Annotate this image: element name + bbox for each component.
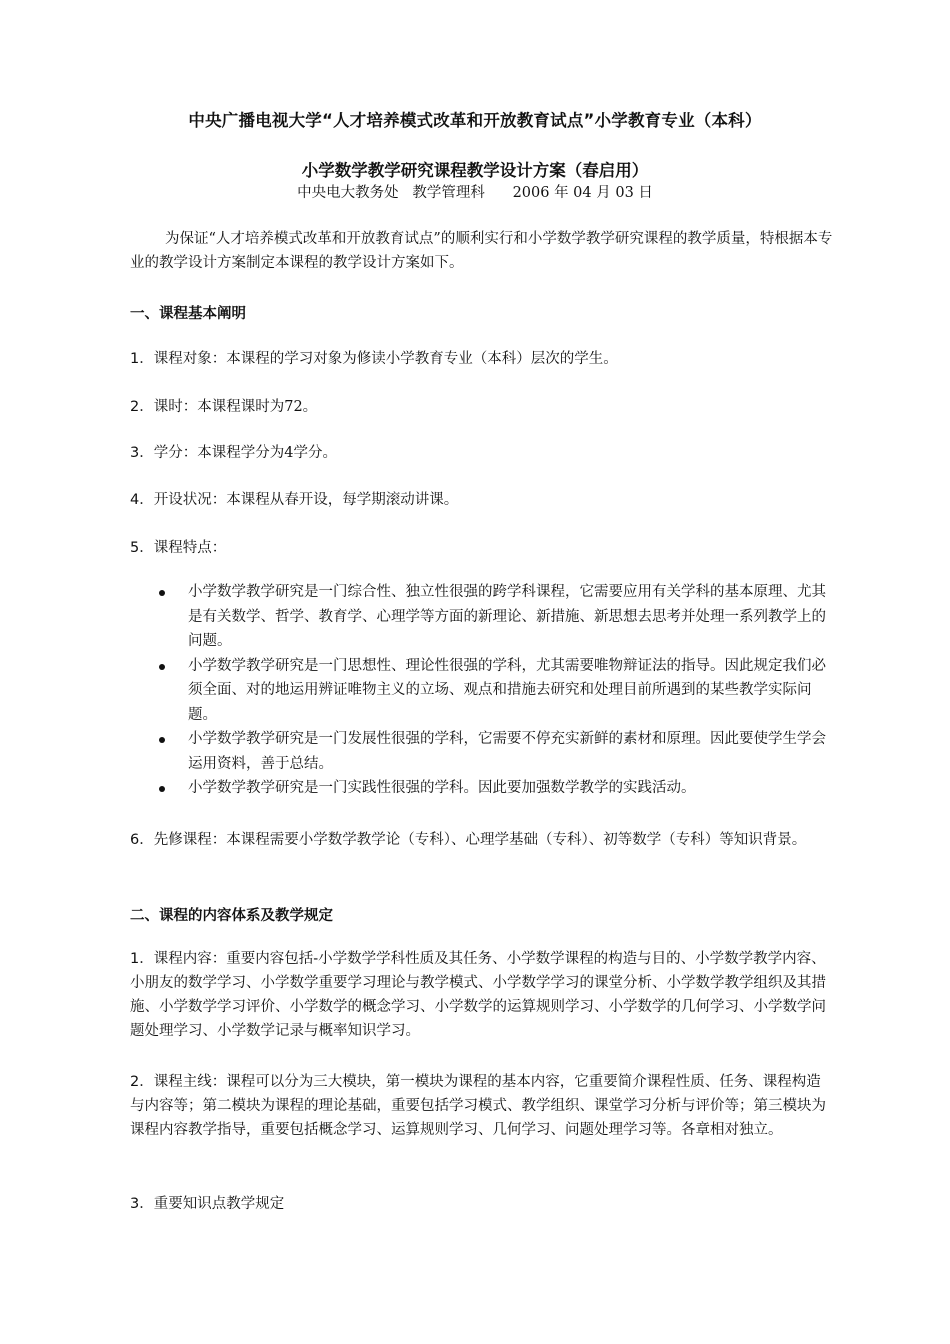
list-item: 小学数学教学研究是一门综合性、独立性很强的跨学科课程，它需要应用有关学科的基本原理、尤其是有关数学、哲学、教育学、心理学等方面的新理论、新措施、新思想去思考并处理一系列教学上的问题。 (130, 580, 828, 654)
meta-issuer: 中央电大教务处 (297, 185, 399, 201)
bullet-icon (159, 664, 165, 670)
intro-paragraph: 为保证“人才培养模式改革和开放教育试点”的顺利实行和小学数学教学研究课程的教学质量，特根据本专业的教学设计方案制定本课程的教学设计方案如下。 (130, 231, 833, 271)
bullet-icon (159, 737, 165, 743)
section2-heading: 二、课程的内容体系及教学规定 (130, 908, 333, 924)
course-features-list (130, 580, 835, 801)
course-title: 小学数学教学研究课程教学设计方案（春启用） (301, 161, 649, 180)
list-item: 小学数学教学研究是一门思想性、理论性很强的学科，尤其需要唯物辩证法的指导。因此规定我们必须全面、对的地运用辨证唯物主义的立场、观点和措施去研究和处理目前所遇到的某些教学实际问题。 (130, 654, 828, 728)
list-item: 小学数学教学研究是一门发展性很强的学科，它需要不停充实新鲜的素材和原理。因此要使学生学会运用资料，善于总结。 (130, 727, 828, 776)
meta-date: 2006 年 04 月 03 日 (512, 185, 653, 201)
section2-item-2: 2．课程主线：课程可以分为三大模块，第一模块为课程的基本内容，它重要简介课程性质、任务、课程构造与内容等；第二模块为课程的理论基础，重要包括学习模式、教学组织、课堂学习分析与评价等；第三模块为课程内容教学指导，重要包括概念学习、运算规则学习、几何学习、问题处理学习等。各章相对独立。 (130, 1074, 826, 1138)
document-title: 中央广播电视大学“人才培养模式改革和开放教育试点”小学教育专业（本科） (188, 111, 762, 130)
list-item: 小学数学教学研究是一门实践性很强的学科。因此要加强数学教学的实践活动。 (130, 776, 828, 801)
section1-item-5: 5．课程特点： (130, 540, 227, 556)
bullet-icon (159, 590, 165, 596)
meta-dept: 教学管理科 (412, 185, 485, 201)
section1-item-6: 6．先修课程：本课程需要小学数学教学论（专科）、心理学基础（专科）、初等数学（专科）等知识背景。 (130, 832, 807, 848)
section1-item-3: 3．学分：本课程学分为4学分。 (130, 445, 337, 461)
section1-heading: 一、课程基本阐明 (130, 306, 246, 322)
bullet-icon (159, 786, 165, 792)
section2-item-3: 3．重要知识点教学规定 (130, 1196, 285, 1212)
section1-item-1: 1．课程对象：本课程的学习对象为修读小学教育专业（本科）层次的学生。 (130, 351, 618, 367)
document-meta (0, 181, 950, 202)
section1-item-2: 2．课时：本课程课时为72。 (130, 399, 318, 415)
section2-item-1: 1．课程内容：重要内容包括-小学数学学科性质及其任务、小学数学课程的构造与目的、小学数学教学内容、小朋友的数学学习、小学数学重要学习理论与教学模式、小学数学学习的课堂分析、小学数学教学组织及其措施、小学数学学习评价、小学数学的概念学习、小学数学的运算规则学习、小学数学的几何学习、小学数学问题处理学习、小学数学记录与概率知识学习。 (130, 951, 826, 1039)
section1-item-4: 4．开设状况：本课程从春开设，每学期滚动讲课。 (130, 492, 459, 508)
